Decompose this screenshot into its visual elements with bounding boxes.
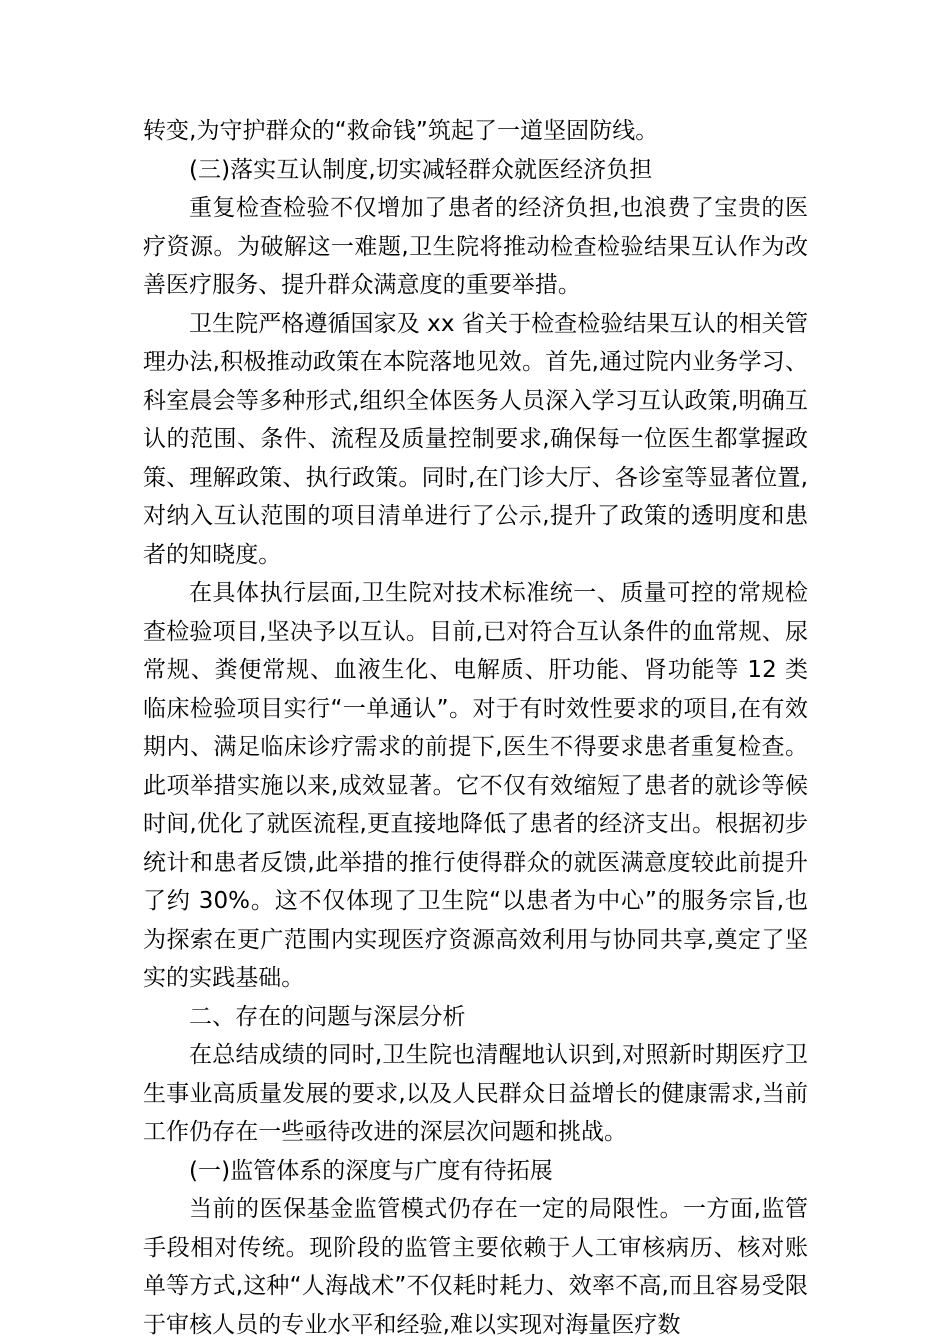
paragraph-problems-intro: 在总结成绩的同时,卫生院也清醒地认识到,对照新时期医疗卫生事业高质量发展的要求,以及人民群众日益增长的健康需求,当前工作仍存在一些亟待改进的深层次问题和挑战。 bbox=[143, 1042, 808, 1145]
paragraph-execution-results: 在具体执行层面,卫生院对技术标准统一、质量可控的常规检查检验项目,坚决予以互认。目前,已对符合互认条件的血常规、尿常规、粪便常规、血液生化、电解质、肝功能、肾功能等 12 类临床检验项目实行“一单通认”。对于有时效性要求的项目,在有效期内、满足临床诊疗需求的前提下,医生不得要求患者重复检查。此项举措实施以来,成效显著。它不仅有效缩短了患者的就诊等候时间,优化了就医流程,更直接地降低了患者的经济支出。根据初步统计和患者反馈,此举措的推行使得群众的就医满意度较此前提升了约 30%。这不仅体现了卫生院“以患者为中心”的服务宗旨,也为探索在更广范围内实现医疗资源高效利用与协同共享,奠定了坚实的实践基础。 bbox=[143, 580, 808, 991]
paragraph-continuation: 转变,为守护群众的“救命钱”筑起了一道坚固防线。 bbox=[143, 118, 659, 144]
subheading-mutual-recognition: (三)落实互认制度,切实减轻群众就医经济负担 bbox=[189, 156, 653, 183]
paragraph-repeated-tests: 重复检查检验不仅增加了患者的经济负担,也浪费了宝贵的医疗资源。为破解这一难题,卫生院将推动检查检验结果互认作为改善医疗服务、提升群众满意度的重要举措。 bbox=[143, 195, 808, 298]
subheading-supervision-system: (一)监管体系的深度与广度有待拓展 bbox=[189, 1157, 553, 1184]
paragraph-policy-implementation: 卫生院严格遵循国家及 xx 省关于检查检验结果互认的相关管理办法,积极推动政策在本院落地见效。首先,通过院内业务学习、科室晨会等多种形式,组织全体医务人员深入学习互认政策,明确互认的范围、条件、流程及质量控制要求,确保每一位医生都掌握政策、理解政策、执行政策。同时,在门诊大厅、各诊室等显著位置,对纳入互认范围的项目清单进行了公示,提升了政策的透明度和患者的知晓度。 bbox=[143, 310, 808, 568]
document-body bbox=[143, 112, 808, 1344]
section-heading-problems: 二、存在的问题与深层分析 bbox=[189, 1003, 466, 1030]
paragraph-supervision-limits: 当前的医保基金监管模式仍存在一定的局限性。一方面,监管手段相对传统。现阶段的监管主要依赖于人工审核病历、核对账单等方式,这种“人海战术”不仅耗时耗力、效率不高,而且容易受限于审核人员的专业水平和经验,难以实现对海量医疗数 bbox=[143, 1196, 808, 1338]
